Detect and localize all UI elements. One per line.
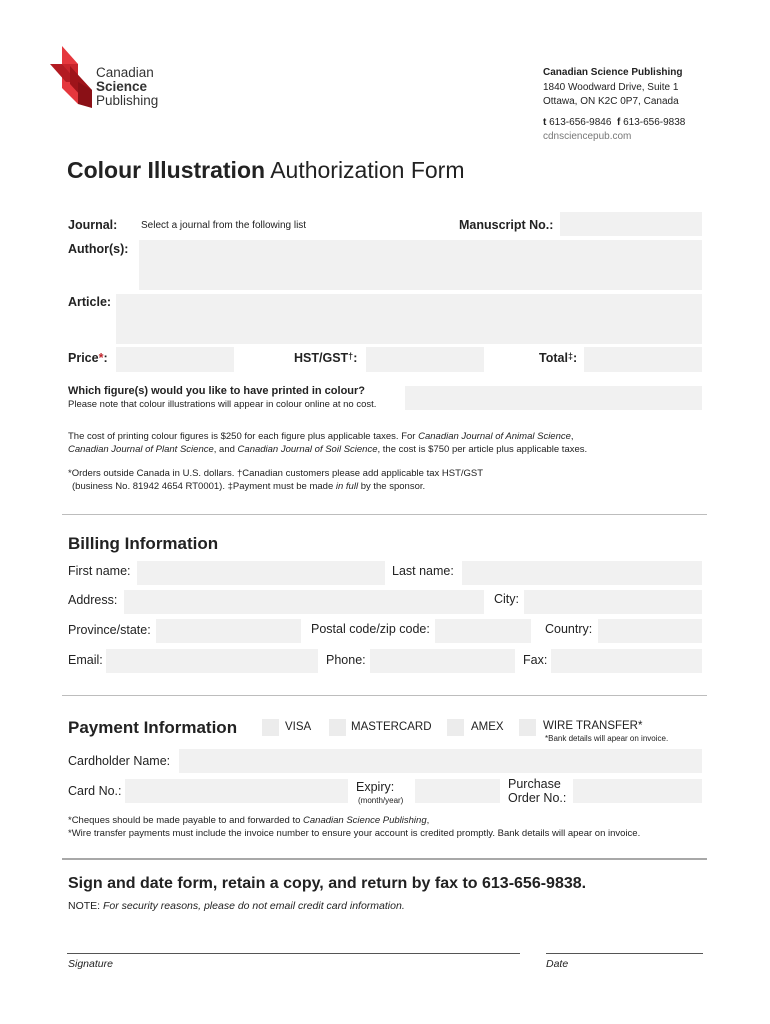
cost-text-3: , and — [213, 444, 238, 455]
email-input[interactable] — [106, 649, 318, 673]
sign-note-prefix: NOTE: — [68, 900, 104, 912]
cost-journal-plant: Canadian Journal of Plant Science — [68, 444, 214, 455]
manuscript-input[interactable] — [560, 212, 702, 236]
po-input[interactable] — [573, 779, 702, 803]
cost-text-2: , — [570, 431, 574, 442]
total-input[interactable] — [584, 347, 702, 372]
title-rest: Authorization Form — [270, 157, 465, 183]
price-input[interactable] — [116, 347, 234, 372]
postal-label: Postal code/zip code: — [311, 622, 430, 636]
date-label: Date — [546, 958, 569, 970]
cheque-note-end: , — [426, 815, 430, 826]
last-name-label: Last name: — [392, 564, 454, 578]
footnote-text-2: by the sponsor. — [358, 481, 426, 492]
sign-note — [68, 900, 405, 912]
journal-label: Journal: — [68, 218, 118, 232]
postal-input[interactable] — [435, 619, 531, 643]
mastercard-label: MASTERCARD — [351, 721, 432, 733]
phone-input[interactable] — [370, 649, 515, 673]
date-line[interactable] — [546, 953, 703, 954]
last-name-input[interactable] — [462, 561, 702, 585]
divider-2 — [62, 695, 707, 696]
website-link[interactable]: cdnsciencepub.com — [543, 131, 632, 142]
city-label: City: — [494, 592, 519, 606]
phone-number: 613-656-9846 — [549, 116, 612, 128]
logo-wordmark — [96, 66, 158, 108]
article-label: Article: — [68, 295, 112, 309]
contact-line — [543, 116, 685, 131]
signature-line[interactable] — [67, 953, 520, 954]
province-label: Province/state: — [68, 623, 151, 637]
expiry-input[interactable] — [415, 779, 500, 803]
publisher-address — [543, 66, 685, 145]
hst-label — [294, 351, 357, 365]
cost-journal-soil: Canadian Journal of Soil Science — [237, 444, 378, 455]
billing-heading: Billing Information — [68, 534, 219, 553]
email-label: Email: — [68, 653, 103, 667]
logo-line-1: Canadian — [96, 65, 154, 80]
cost-paragraph — [68, 430, 587, 456]
fax-number: 613-656-9838 — [623, 116, 686, 128]
mastercard-checkbox[interactable] — [329, 719, 346, 736]
figures-question: Which figure(s) would you like to have printed in colour? — [68, 385, 366, 397]
po-label-line-1: Purchase — [508, 777, 561, 791]
footnotes — [68, 467, 483, 493]
title-bold: Colour Illustration — [67, 157, 266, 183]
logo-mark-icon — [48, 44, 94, 108]
province-input[interactable] — [156, 619, 301, 643]
authors-input[interactable] — [139, 240, 702, 290]
phone-label: Phone: — [326, 653, 366, 667]
logo-line-2: Science — [96, 79, 148, 94]
wire-transfer-checkbox[interactable] — [519, 719, 536, 736]
fax-prefix: f — [616, 116, 621, 128]
figures-input[interactable] — [405, 386, 702, 410]
first-name-label: First name: — [68, 564, 131, 578]
wire-transfer-note: *Bank details will apear on invoice. — [545, 734, 669, 743]
cardholder-input[interactable] — [179, 749, 702, 773]
footnote-line-2 — [68, 480, 483, 493]
cheque-note-payee: Canadian Science Publishing — [303, 815, 427, 826]
street-address: 1840 Woodward Drive, Suite 1 — [543, 81, 679, 93]
city-input[interactable] — [524, 590, 702, 614]
total-colon: : — [572, 351, 578, 365]
payment-heading: Payment Information — [68, 718, 238, 737]
cost-line-1 — [68, 430, 587, 443]
manuscript-label: Manuscript No.: — [459, 218, 554, 232]
sign-note-text: For security reasons, please do not email credit card information. — [103, 900, 405, 912]
signature-label: Signature — [68, 958, 113, 970]
publisher-name: Canadian Science Publishing — [543, 67, 683, 78]
figures-note: Please note that colour illustrations will appear in colour online at no cost. — [68, 399, 377, 410]
hst-text: HST/GST — [294, 351, 349, 365]
divider-1 — [62, 514, 707, 515]
cheque-note-text: *Cheques should be made payable to and forwarded to — [68, 815, 304, 826]
logo — [48, 44, 94, 108]
amex-checkbox[interactable] — [447, 719, 464, 736]
card-no-label: Card No.: — [68, 784, 122, 798]
cost-line-2 — [68, 443, 587, 456]
visa-label: VISA — [285, 721, 312, 733]
price-colon: : — [103, 351, 108, 365]
phone-prefix: t — [543, 116, 547, 128]
fax-label: Fax: — [523, 653, 548, 667]
article-input[interactable] — [116, 294, 702, 344]
footnote-line-1: *Orders outside Canada in U.S. dollars. †Canadian customers please add applicable tax HST/GST — [68, 468, 484, 479]
country-input[interactable] — [598, 619, 702, 643]
city-address: Ottawa, ON K2C 0P7, Canada — [543, 96, 679, 107]
po-label-line-2: Order No.: — [508, 791, 567, 805]
authors-label: Author(s): — [68, 242, 129, 256]
price-label — [68, 351, 108, 365]
logo-line-3: Publishing — [96, 93, 159, 108]
total-text: Total — [539, 351, 568, 365]
cardholder-label: Cardholder Name: — [68, 754, 171, 768]
hst-colon: : — [353, 351, 358, 365]
hst-mark: † — [348, 351, 354, 361]
page-title — [67, 157, 465, 184]
total-mark: ‡ — [567, 351, 573, 361]
card-no-input[interactable] — [125, 779, 348, 803]
visa-checkbox[interactable] — [262, 719, 279, 736]
price-mark: * — [98, 351, 104, 365]
address-input[interactable] — [124, 590, 484, 614]
journal-select[interactable]: Select a journal from the following list — [141, 220, 307, 231]
wire-payment-note: *Wire transfer payments must include the invoice number to ensure your account is credited promptly. Bank details will apear on invoice. — [68, 828, 641, 839]
divider-3 — [62, 858, 707, 860]
total-label — [539, 351, 577, 365]
address-label: Address: — [68, 593, 118, 607]
country-label: Country: — [545, 622, 593, 636]
expiry-label: Expiry: — [356, 780, 395, 794]
wire-transfer-label: WIRE TRANSFER* — [543, 720, 643, 732]
price-text: Price — [68, 351, 99, 365]
cost-text-4: , the cost is $750 per article plus applicable taxes. — [377, 444, 588, 455]
cost-journal-animal: Canadian Journal of Animal Science — [418, 431, 571, 442]
fax-input[interactable] — [551, 649, 702, 673]
footnote-in-full: in full — [335, 481, 359, 492]
hst-input[interactable] — [366, 347, 484, 372]
cost-text-1: The cost of printing colour figures is $250 for each figure plus applicable taxes. For — [68, 431, 419, 442]
footnote-text-1: (business No. 81942 4654 RT0001). ‡Payment must be made — [72, 481, 336, 492]
payment-notes — [68, 814, 640, 840]
amex-label: AMEX — [471, 721, 504, 733]
po-label — [508, 777, 566, 805]
first-name-input[interactable] — [137, 561, 385, 585]
expiry-format: (month/year) — [358, 796, 404, 805]
cheque-note — [68, 814, 640, 827]
sign-heading: Sign and date form, retain a copy, and return by fax to 613-656-9838. — [68, 875, 587, 892]
